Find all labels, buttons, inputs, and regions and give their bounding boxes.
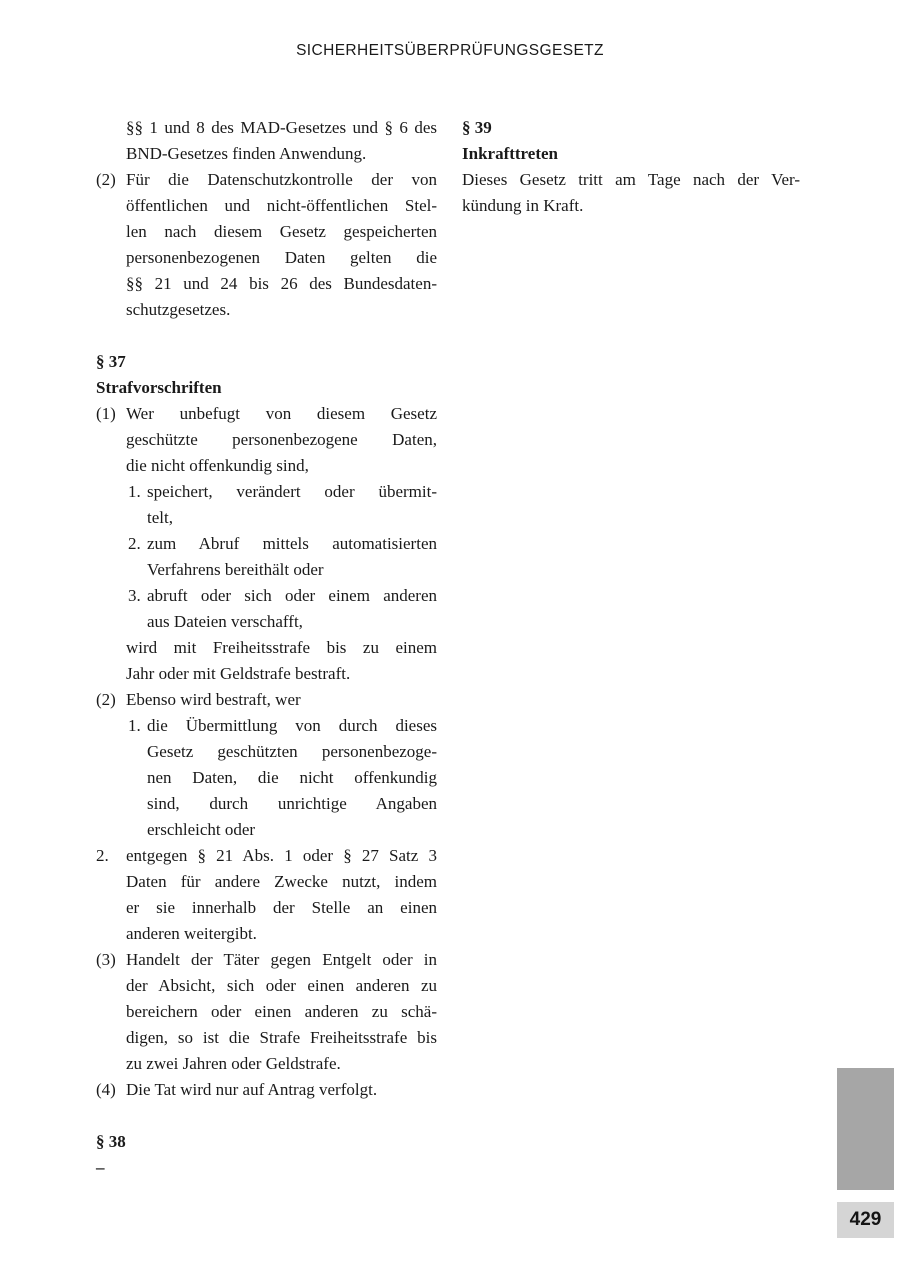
text-line: schutzgesetzes. bbox=[126, 300, 231, 319]
list-marker: (3) bbox=[96, 950, 116, 969]
text-line: zu zwei Jahren oder Geldstrafe. bbox=[126, 1054, 341, 1073]
left-text-column bbox=[96, 115, 437, 1181]
list-marker: 2. bbox=[96, 846, 109, 865]
text-line: § 38 bbox=[96, 1132, 126, 1151]
text-line: kündung in Kraft. bbox=[462, 196, 584, 215]
text-line: (4) Die Tat wird nur auf Antrag verfolgt. bbox=[96, 1077, 437, 1103]
text-line: Inkrafttreten bbox=[462, 144, 558, 163]
text-line: § 39 bbox=[462, 118, 492, 137]
list-marker: (1) bbox=[96, 404, 116, 423]
text-line: Verfahrens bereithält oder bbox=[147, 560, 324, 579]
list-marker: (4) bbox=[96, 1080, 116, 1099]
edge-index-block bbox=[837, 1068, 894, 1190]
text-line: len nach diesem Gesetz gespeicherten bbox=[126, 222, 437, 241]
text-line: Dieses Gesetz tritt am Tage nach der Ver- bbox=[462, 170, 800, 189]
text-line: § 37 bbox=[96, 352, 126, 371]
text-line: Gesetz geschützten personenbezoge- bbox=[147, 742, 437, 761]
text-line: 3. abruft oder sich oder einem anderen bbox=[96, 583, 437, 609]
list-marker: 2. bbox=[128, 534, 141, 553]
text-line: Jahr oder mit Geldstrafe bestraft. bbox=[126, 664, 351, 683]
text-line: aus Dateien verschafft, bbox=[147, 612, 303, 631]
text-line bbox=[96, 323, 437, 349]
text-line: §§ 1 und 8 des MAD-Gesetzes und § 6 des bbox=[126, 118, 437, 137]
list-marker: (2) bbox=[96, 690, 116, 709]
text-line: BND-Gesetzes finden Anwendung. bbox=[126, 144, 367, 163]
text-line: – bbox=[96, 1158, 105, 1177]
text-line: anderen weitergibt. bbox=[126, 924, 257, 943]
text-line: Strafvorschriften bbox=[96, 378, 222, 397]
page-number-badge: 429 bbox=[837, 1202, 894, 1238]
text-line: die nicht offenkundig sind, bbox=[126, 456, 309, 475]
text-line: (2) Für die Datenschutzkontrolle der von bbox=[96, 167, 437, 193]
text-line: Daten für andere Zwecke nutzt, indem bbox=[126, 872, 437, 891]
text-line: (1) Wer unbefugt von diesem Gesetz bbox=[96, 401, 437, 427]
list-marker: 3. bbox=[128, 586, 141, 605]
list-marker: (2) bbox=[96, 170, 116, 189]
text-line bbox=[96, 1103, 437, 1129]
text-line: personenbezogenen Daten gelten die bbox=[126, 248, 437, 267]
text-line: (2) Ebenso wird bestraft, wer bbox=[96, 687, 437, 713]
right-text-column bbox=[462, 115, 800, 219]
text-line: bereichern oder einen anderen zu schä- bbox=[126, 1002, 437, 1021]
list-marker: 1. bbox=[128, 716, 141, 735]
text-line: öffentlichen und nicht-öffentlichen Stel- bbox=[126, 196, 437, 215]
text-line: 2. zum Abruf mittels automatisierten bbox=[96, 531, 437, 557]
text-line: 1. die Übermittlung von durch dieses bbox=[96, 713, 437, 739]
text-line: (3) Handelt der Täter gegen Entgelt oder in bbox=[96, 947, 437, 973]
text-line: 2. entgegen § 21 Abs. 1 oder § 27 Satz 3 bbox=[96, 843, 437, 869]
text-line: wird mit Freiheitsstrafe bis zu einem bbox=[126, 638, 437, 657]
text-line: 1. speichert, verändert oder übermit- bbox=[96, 479, 437, 505]
text-line: er sie innerhalb der Stelle an einen bbox=[126, 898, 437, 917]
text-line: geschützte personenbezogene Daten, bbox=[126, 430, 437, 449]
page-header-title: SICHERHEITSÜBERPRÜFUNGSGESETZ bbox=[296, 42, 604, 59]
text-line: telt, bbox=[147, 508, 173, 527]
list-marker: 1. bbox=[128, 482, 141, 501]
text-line: sind, durch unrichtige Angaben bbox=[147, 794, 437, 813]
text-line: der Absicht, sich oder einen anderen zu bbox=[126, 976, 437, 995]
text-line: erschleicht oder bbox=[147, 820, 256, 839]
text-line: §§ 21 und 24 bis 26 des Bundesdaten- bbox=[126, 274, 437, 293]
text-line: digen, so ist die Strafe Freiheitsstrafe bis bbox=[126, 1028, 437, 1047]
text-line: nen Daten, die nicht offenkundig bbox=[147, 768, 437, 787]
